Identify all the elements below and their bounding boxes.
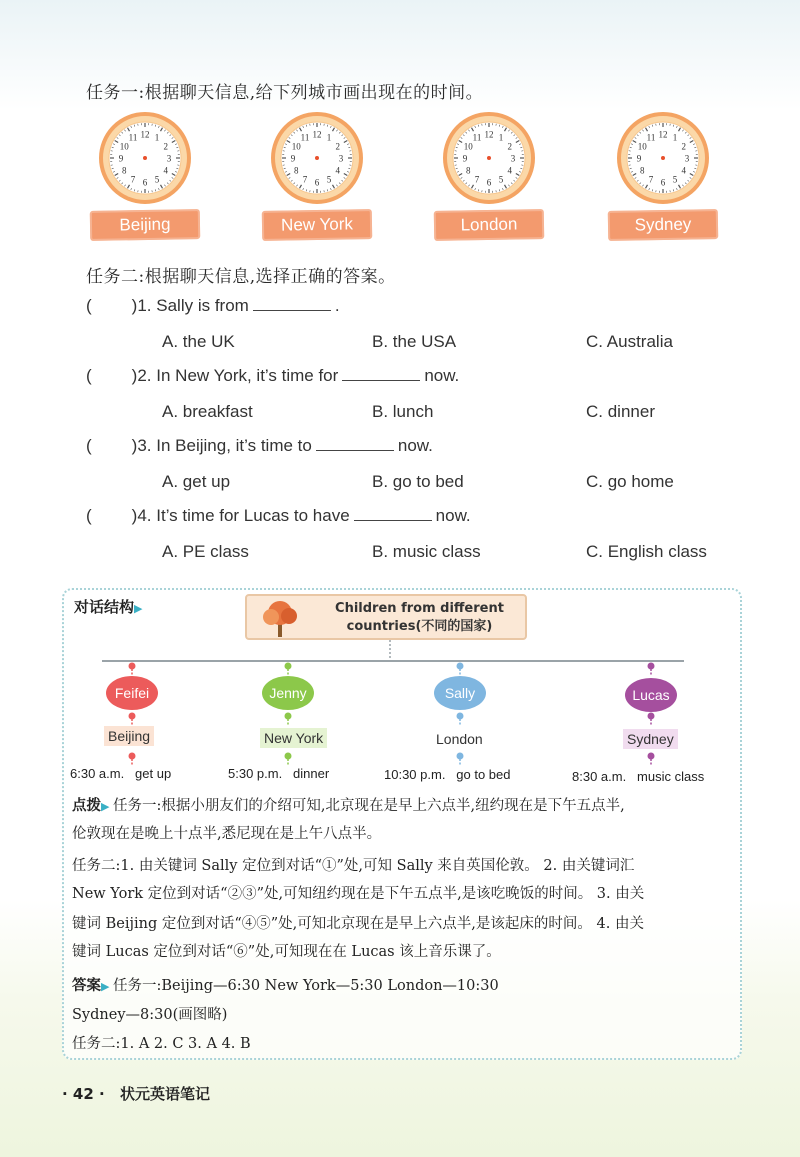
question-2 [86,366,459,386]
pin-icon [127,662,137,676]
task1-title: 任务一:根据聊天信息,给下列城市画出现在的时间。 [86,83,484,103]
city-tag: Beijing [90,209,201,241]
activity: get up [135,766,172,781]
clock-number: 1 [326,132,332,143]
clock-number: 8 [465,165,471,176]
answer-paren-open[interactable]: ( [86,296,92,315]
pin-icon [455,662,465,676]
answer-line-3: 任务二:1. A 2. C 3. A 4. B [72,1036,251,1052]
triangle-icon: ▶ [101,980,113,993]
tips-line-2: 伦敦现在是晚上十点半,悉尼现在是上午八点半。 [72,826,382,842]
answer-label: 答案 [72,978,101,994]
answer-line-1 [72,974,499,995]
clock-1[interactable] [262,110,372,245]
activity: dinner [293,766,330,781]
option-2-a[interactable]: A. breakfast [162,402,253,421]
pin-icon [455,712,465,726]
page-number: · 42 · [62,1085,105,1103]
tree-connector [100,640,690,670]
time-value: 6:30 a.m. [70,766,125,781]
place-label: London [432,729,487,749]
triangle-icon: ▶ [101,800,113,813]
clock-number: 11 [646,132,656,143]
clock-number: 10 [291,141,301,152]
clock-number: 10 [463,141,473,152]
clock-number: 12 [658,129,668,140]
clock-icon [262,110,372,210]
clock-number: 3 [684,153,690,164]
clock-number: 11 [128,132,138,143]
answer-paren-open[interactable]: ( [86,366,92,385]
clock-number: 8 [293,165,299,176]
dialogue-label-wrap [74,596,142,617]
city-tag: London [434,209,545,241]
clock-number: 1 [498,132,504,143]
fill-blank[interactable] [342,367,420,381]
clock-number: 3 [338,153,344,164]
question-stem: Sally is from [156,296,249,315]
option-3-b[interactable]: B. go to bed [372,472,464,491]
place-label: Sydney [623,729,678,749]
tips-label: 点拨 [72,798,101,814]
clock-number: 10 [637,141,647,152]
triangle-icon: ▶ [134,602,143,615]
answer-paren-close: ) [131,436,138,455]
pin-icon [646,662,656,676]
question-number: 3. [137,436,152,455]
question-end: now. [435,506,471,525]
clock-0[interactable] [90,110,200,245]
time-activity [70,766,171,781]
clock-number: 8 [639,165,645,176]
clock-number: 6 [314,177,320,188]
answer-paren-open[interactable]: ( [86,436,92,455]
question-stem: It’s time for Lucas to have [156,506,350,525]
option-1-c[interactable]: C. Australia [586,332,673,351]
clock-number: 5 [498,174,504,185]
book-title: 状元英语笔记 [119,1085,210,1103]
time-activity [228,766,329,781]
question-end: now. [424,366,460,385]
question-number: 2. [137,366,152,385]
clock-number: 2 [335,141,341,152]
clock-number: 4 [163,165,169,176]
clock-number: 11 [300,132,310,143]
option-3-c[interactable]: C. go home [586,472,674,491]
option-4-a[interactable]: A. PE class [162,542,249,561]
page-footer [62,1083,210,1104]
pin-icon [283,752,293,766]
option-4-c[interactable]: C. English class [586,542,707,561]
tips-line-3: 任务二:1. 由关键词 Sally 定位到对话“①”处,可知 Sally 来自英国伦敦。 2. 由关键词汇 [72,858,635,874]
pin-icon [127,712,137,726]
city-tag: Sydney [608,209,719,241]
clock-number: 12 [484,129,494,140]
clock-number: 7 [474,174,480,185]
clock-number: 10 [119,141,129,152]
clock-number: 7 [648,174,654,185]
clock-number: 9 [118,153,124,164]
clock-number: 2 [163,141,169,152]
person-feifei: Feifei [106,676,158,710]
clock-number: 6 [486,177,492,188]
question-4 [86,506,471,526]
person-lucas: Lucas [625,678,677,712]
time-activity [572,769,704,784]
clock-number: 1 [154,132,160,143]
question-number: 4. [137,506,152,525]
question-end: now. [397,436,433,455]
question-stem: In Beijing, it’s time to [156,436,312,455]
tips-line-1 [72,792,737,821]
banner-line1: Children from different [335,601,504,616]
pin-icon [646,712,656,726]
topic-banner [245,594,527,640]
clock-number: 5 [154,174,160,185]
place-label: New York [260,728,327,748]
option-1-b[interactable]: B. the USA [372,332,457,351]
clock-number: 7 [130,174,136,185]
question-number: 1. [137,296,152,315]
answer-paren-close: ) [131,366,138,385]
tips-text-1: 任务一:根据小朋友们的介绍可知,北京现在是早上六点半,纽约现在是下午五点半, [112,798,625,814]
question-3 [86,436,433,456]
fill-blank[interactable] [316,437,394,451]
answer-paren-close: ) [131,506,138,525]
option-2-c[interactable]: C. dinner [586,402,655,421]
time-value: 10:30 p.m. [384,767,446,782]
tips-line-4: New York 定位到对话“②③”处,可知纽约现在是下午五点半,是该吃晚饭的时间。 3. 由关 [72,886,645,902]
person-jenny: Jenny [262,676,314,710]
clock-number: 4 [507,165,513,176]
option-4-b[interactable]: B. music class [372,542,481,561]
clock-number: 8 [121,165,127,176]
clock-number: 12 [140,129,150,140]
time-value: 8:30 a.m. [572,769,627,784]
fill-blank[interactable] [354,507,432,521]
city-tag: New York [262,209,373,241]
activity: go to bed [456,767,511,782]
pin-icon [127,752,137,766]
banner-text [317,600,522,636]
option-1-a[interactable]: A. the UK [162,332,235,351]
question-stem: In New York, it’s time for [156,366,339,385]
answer-paren-open[interactable]: ( [86,506,92,525]
clock-number: 5 [326,174,332,185]
time-value: 5:30 p.m. [228,766,283,781]
option-3-a[interactable]: A. get up [162,472,231,491]
dialogue-label: 对话结构 [74,598,135,616]
pin-icon [646,752,656,766]
clock-number: 2 [681,141,687,152]
answer-line-2: Sydney—8:30(画图略) [72,1007,228,1023]
clock-2[interactable] [434,110,544,245]
activity: music class [637,769,705,784]
question-end: . [334,296,340,315]
clock-icon [90,110,200,210]
clock-number: 12 [312,129,322,140]
clock-number: 1 [672,132,678,143]
clock-number: 9 [290,153,296,164]
answer-text-1: 任务一:Beijing—6:30 New York—5:30 London—10:30 [112,978,499,994]
question-1 [86,296,340,316]
tips-line-6: 键词 Lucas 定位到对话“⑥”处,可知现在在 Lucas 该上音乐课了。 [72,944,501,960]
clock-number: 4 [335,165,341,176]
clock-number: 2 [507,141,513,152]
person-sally: Sally [434,676,486,710]
pin-icon [455,752,465,766]
clock-number: 9 [636,153,642,164]
option-2-b[interactable]: B. lunch [372,402,434,421]
clock-number: 7 [302,174,308,185]
tips-line-5: 键词 Beijing 定位到对话“④⑤”处,可知北京现在是早上六点半,是该起床的时间。 4. 由关 [72,916,644,932]
pin-icon [283,712,293,726]
place-label: Beijing [104,726,154,746]
clock-number: 9 [462,153,468,164]
time-activity [384,767,511,782]
clock-number: 5 [672,174,678,185]
clock-number: 3 [166,153,172,164]
clock-icon [434,110,544,210]
clock-number: 4 [681,165,687,176]
clock-number: 3 [510,153,516,164]
clock-number: 6 [142,177,148,188]
clock-number: 6 [660,177,666,188]
banner-line2: countries(不同的国家) [346,619,493,634]
clock-3[interactable] [608,110,718,245]
task2-title: 任务二:根据聊天信息,选择正确的答案。 [86,267,396,287]
pin-icon [283,662,293,676]
answer-paren-close: ) [131,296,138,315]
clock-icon [608,110,718,210]
fill-blank[interactable] [253,297,331,311]
clock-number: 11 [472,132,482,143]
tree-icon [251,597,311,639]
